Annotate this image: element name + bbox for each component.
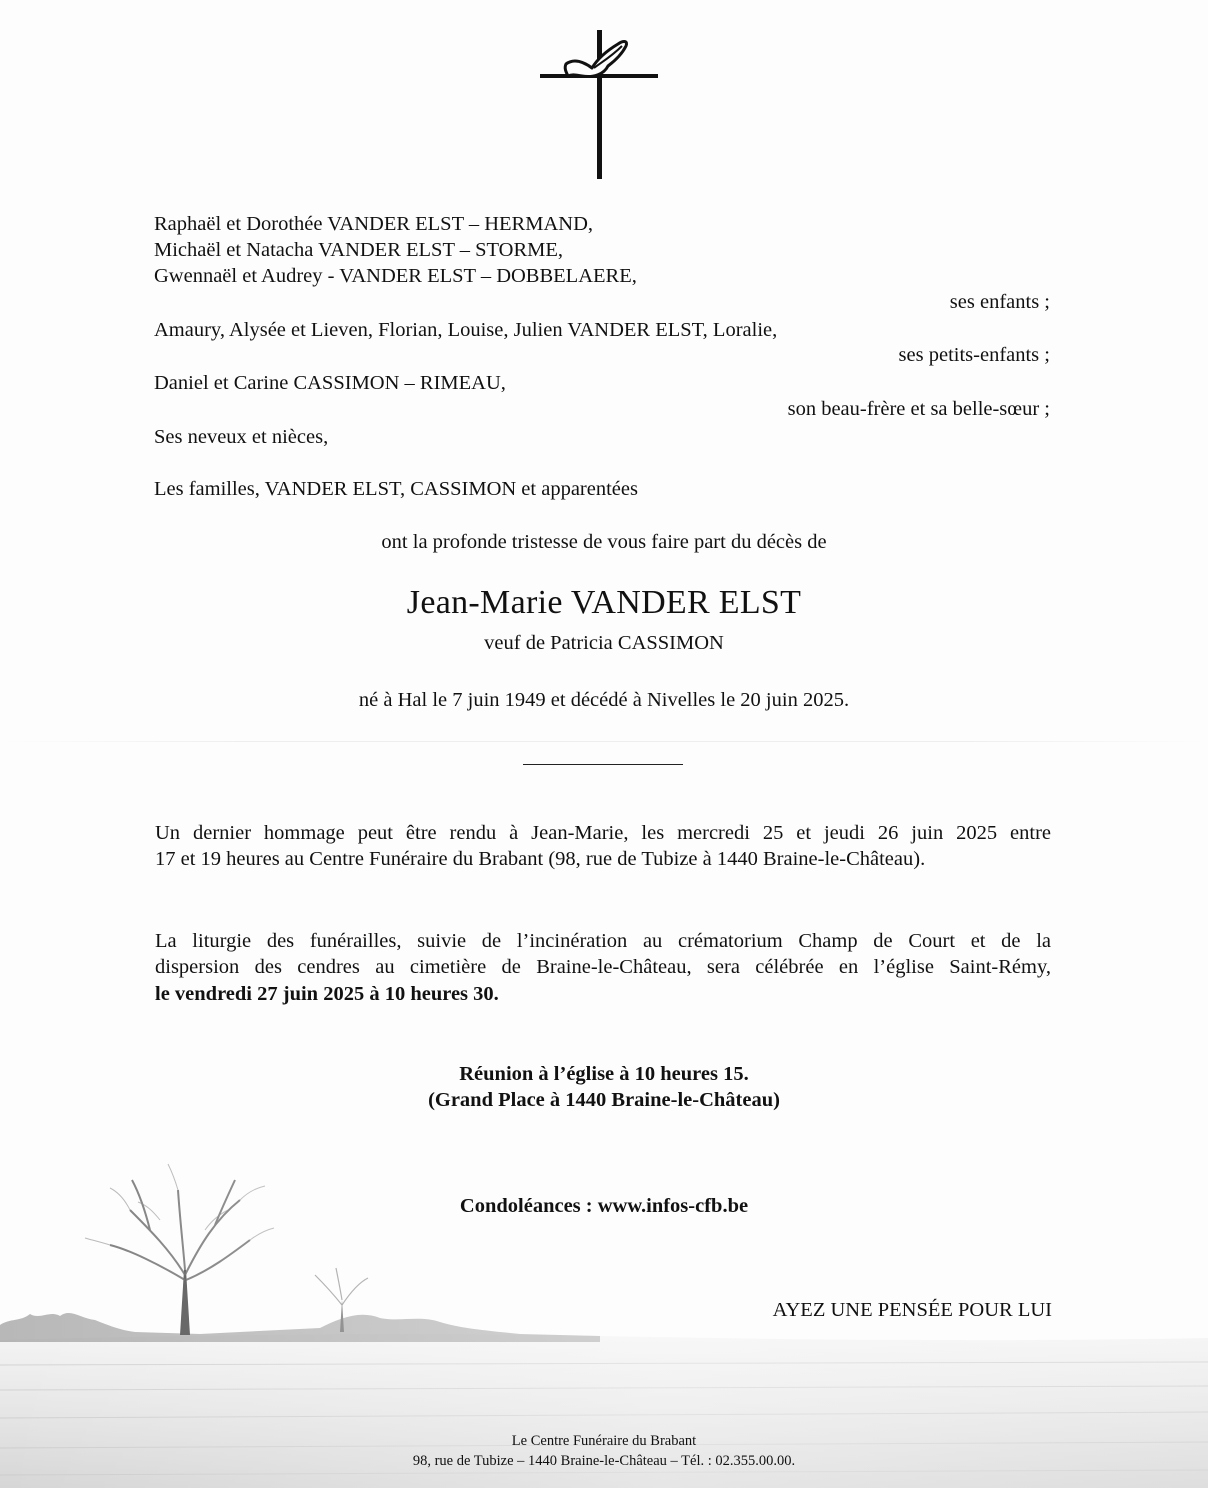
inlaws-names: Daniel et Carine CASSIMON – RIMEAU, — [154, 372, 506, 394]
announcement-line: ont la profonde tristesse de vous faire part du décès de — [381, 531, 827, 553]
birth-death-dates: né à Hal le 7 juin 1949 et décédé à Nivelles le 20 juin 2025. — [358, 689, 850, 711]
footer-funeral-home-name: Le Centre Funéraire du Brabant — [511, 1433, 697, 1449]
grandchildren-names: Amaury, Alysée et Lieven, Florian, Louise, Julien VANDER ELST, Loralie, — [154, 319, 778, 341]
fold-line — [0, 741, 1208, 742]
meeting-place: (Grand Place à 1440 Braine-le-Château) — [428, 1089, 780, 1111]
meeting-time: Réunion à l’église à 10 heures 15. — [459, 1063, 749, 1085]
deceased-name: Jean-Marie VANDER ELST — [406, 584, 802, 621]
footer-address: 98, rue de Tubize – 1440 Braine-le-Château – Tél. : 02.355.00.00. — [412, 1453, 796, 1469]
liturgy-line-1: La liturgie des funérailles, suivie de l’incinération au crématorium Champ de Court et de la — [155, 930, 1051, 952]
tribute-line-2: 17 et 19 heures au Centre Funéraire du Brabant (98, rue de Tubize à 1440 Braine-le-Château). — [155, 848, 926, 870]
nephews-line: Ses neveux et nièces, — [154, 426, 329, 448]
inlaws-role: son beau-frère et sa belle-sœur ; — [787, 398, 1050, 420]
grandchildren-role: ses petits-enfants ; — [898, 344, 1050, 366]
separator-line — [523, 764, 683, 765]
widower-line: veuf de Patricia CASSIMON — [484, 632, 724, 654]
liturgy-date-time: le vendredi 27 juin 2025 à 10 heures 30. — [155, 983, 499, 1005]
family-children-line-3: Gwennaël et Audrey - VANDER ELST – DOBBELAERE, — [154, 265, 637, 287]
tribute-line-1: Un dernier hommage peut être rendu à Jean-Marie, les mercredi 25 et jeudi 26 juin 2025 entre — [155, 822, 1051, 844]
family-children-line-2: Michaël et Natacha VANDER ELST – STORME, — [154, 239, 564, 261]
closing-line: AYEZ UNE PENSÉE POUR LUI — [772, 1299, 1052, 1321]
liturgy-line-2: dispersion des cendres au cimetière de Braine-le-Château, sera célébrée en l’église Saint-Rémy, — [155, 956, 1051, 978]
children-role: ses enfants ; — [949, 291, 1050, 313]
cross-with-dove-icon — [536, 28, 662, 180]
families-line: Les familles, VANDER ELST, CASSIMON et apparentées — [154, 478, 638, 500]
condolences-line: Condoléances : www.infos-cfb.be — [459, 1195, 749, 1217]
family-children-line-1: Raphaël et Dorothée VANDER ELST – HERMAND, — [154, 213, 593, 235]
